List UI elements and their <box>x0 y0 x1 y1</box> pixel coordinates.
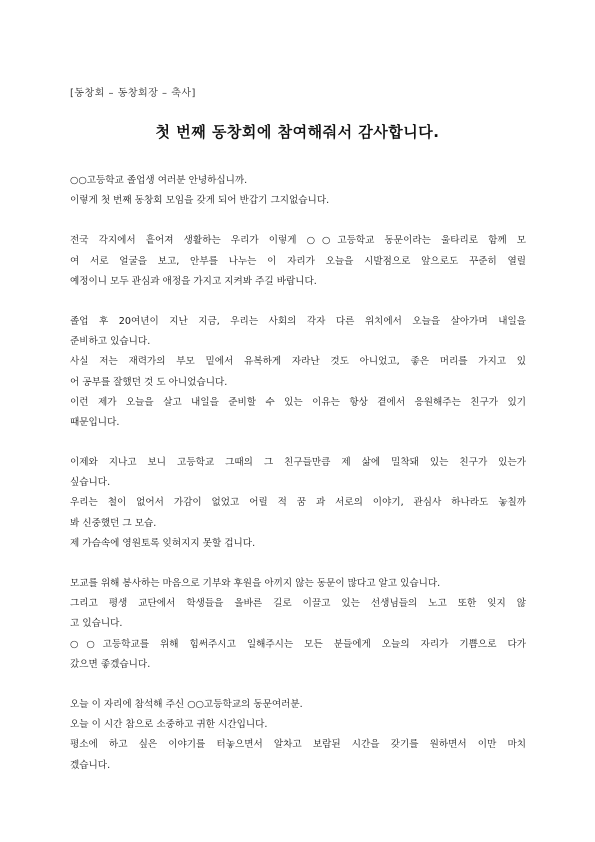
paragraph-line: ○○고등학교를 위해 힘써주시고 일해주시는 모든 분들에게 오늘의 자리가 기쁨으로 다가 <box>70 638 526 650</box>
paragraph-line: 준비하고 있습니다. <box>70 336 151 348</box>
paragraph-line: ○○고등학교 졸업생 여러분 안녕하십니까. <box>70 175 248 186</box>
paragraph <box>70 574 526 675</box>
paragraph-line: 때문입니다. <box>70 416 120 428</box>
paragraph-line: 이제와 지나고 보니 고등학교 그때의 그 친구들만큼 제 삶에 밀착돼 있는 친구가 있는가 <box>70 457 526 469</box>
paragraph-line: 여 서로 얼굴을 보고, 안부를 나누는 이 자리가 오늘을 시발점으로 앞으로도 꾸준히 열릴 <box>70 255 526 267</box>
paragraph <box>70 231 526 292</box>
paragraph-line: 예정이니 모두 관심과 애정을 가지고 지켜봐 주길 바랍니다. <box>70 275 317 287</box>
paragraph-line: 겠습니다. <box>70 759 111 771</box>
paragraph-line: 고 있습니다. <box>70 618 123 630</box>
document-category: [동창회 – 동창회장 – 축사] <box>70 88 196 99</box>
paragraph <box>70 312 526 433</box>
document-body <box>70 171 526 796</box>
paragraph-line: 전국 각지에서 흩어져 생활하는 우리가 이렇게 ○○고등학교 동문이라는 울타리로 함께 모 <box>70 235 526 247</box>
document-title: 첫 번째 동창회에 참여해줘서 감사합니다. <box>155 123 440 141</box>
paragraph-line: 이렇게 첫 번째 동창회 모임을 갖게 되어 반갑기 그지없습니다. <box>70 195 330 207</box>
paragraph-line: 그리고 평생 교단에서 학생들을 올바른 길로 이끌고 있는 선생님들의 노고 또한 잊지 않 <box>70 598 526 610</box>
paragraph-line: 이런 제가 오늘을 살고 내일을 준비할 수 있는 이유는 항상 곁에서 응원해주는 친구가 있기 <box>70 396 526 408</box>
paragraph-line: 싶습니다. <box>70 477 111 489</box>
paragraph-line: 제 가슴속에 영원토록 잊혀지지 못할 겁니다. <box>70 537 256 549</box>
paragraph <box>70 171 526 211</box>
paragraph-line: 어 공부를 잘했던 것 도 아니었습니다. <box>70 376 228 388</box>
paragraph-line: 오늘 이 시간 참으로 소중하고 귀한 시간입니다. <box>70 719 268 731</box>
paragraph-line: 봐 신중했던 그 모습. <box>70 517 157 529</box>
paragraph-line: 갔으면 좋겠습니다. <box>70 658 151 670</box>
paragraph <box>70 695 526 776</box>
paragraph-line: 우리는 철이 없어서 가감이 없었고 어릴 적 꿈 과 서로의 이야기, 관심사 하나라도 놓칠까 <box>70 497 526 509</box>
paragraph-line: 오늘 이 자리에 참석해 주신 ○○고등학교의 동문여러분. <box>70 698 303 710</box>
paragraph-line: 모교를 위해 봉사하는 마음으로 기부와 후원을 아끼지 않는 동문이 많다고 알고 있습니다. <box>70 578 441 589</box>
paragraph-line: 졸업 후 20여년이 지난 지금, 우리는 사회의 각자 다른 위치에서 오늘을 살아가며 내일을 <box>70 315 526 327</box>
paragraph <box>70 453 526 554</box>
paragraph-line: 사실 저는 재력가의 부모 밑에서 유복하게 자라난 것도 아니었고, 좋은 머리를 가지고 있 <box>70 356 526 368</box>
paragraph-line: 평소에 하고 싶은 이야기를 터놓으면서 알차고 보람된 시간을 갖기를 원하면서 이만 마치 <box>70 739 526 751</box>
